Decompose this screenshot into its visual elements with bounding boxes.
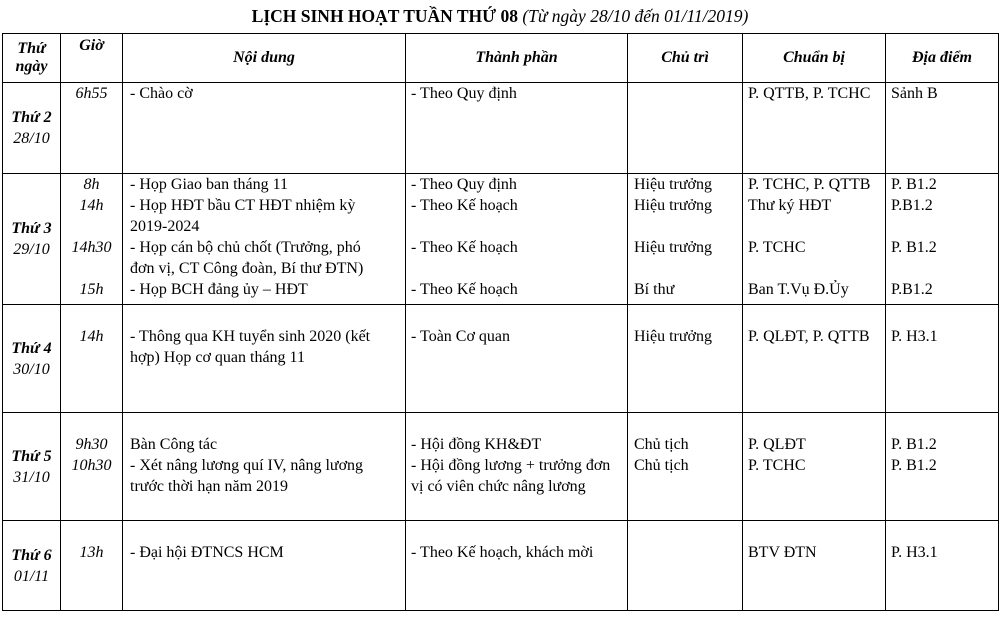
cell-line: hợp) Họp cơ quan tháng 11 <box>130 349 305 366</box>
cell-line: - Chào cờ <box>130 85 193 102</box>
participants-cell <box>406 413 628 521</box>
cell-line: 15h <box>79 281 104 298</box>
host-cell <box>628 521 743 611</box>
cell-line: - Hội đồng lương + trưởng đơn <box>411 457 611 474</box>
cell-line: - Theo Quy định <box>411 176 517 193</box>
table-row <box>3 521 999 611</box>
header-location: Địa điểm <box>886 34 999 83</box>
cell-line: 10h30 <box>71 457 112 474</box>
participants-cell <box>406 305 628 413</box>
cell-line <box>61 413 122 434</box>
cell-line <box>634 305 742 326</box>
cell-line <box>891 258 998 279</box>
content-cell <box>123 413 406 521</box>
day-cell <box>3 413 61 521</box>
day-name: Thứ 2 <box>11 109 52 126</box>
cell-line: 14h30 <box>71 239 112 256</box>
cell-line: Hiệu trưởng <box>634 197 713 214</box>
participants-cell <box>406 83 628 174</box>
cell-line: P.B1.2 <box>891 197 933 214</box>
prepare-cell <box>743 83 886 174</box>
prepare-cell <box>743 174 886 305</box>
cell-line: Bí thư <box>634 281 675 298</box>
location-cell <box>886 305 999 413</box>
cell-line: đơn vị, CT Công đoàn, Bí thư ĐTN) <box>130 260 364 277</box>
table-row <box>3 413 999 521</box>
cell-line: - Đại hội ĐTNCS HCM <box>130 544 284 561</box>
cell-line <box>891 413 998 434</box>
cell-line <box>634 413 742 434</box>
cell-line: P. QLĐT <box>748 436 806 453</box>
cell-line: - Họp Giao ban tháng 11 <box>130 176 289 193</box>
cell-line: - Theo Kế hoạch <box>411 239 518 256</box>
cell-line: 6h55 <box>75 85 108 102</box>
cell-line: trước thời hạn năm 2019 <box>130 478 289 495</box>
location-cell <box>886 174 999 305</box>
cell-line <box>748 305 885 326</box>
cell-line: 14h <box>79 197 104 214</box>
cell-line <box>748 216 885 237</box>
header-prepare: Chuẩn bị <box>743 34 886 83</box>
cell-line: - Theo Kế hoạch <box>411 281 518 298</box>
time-cell <box>61 174 123 305</box>
cell-line: P. B1.2 <box>891 239 937 256</box>
cell-line: Hiệu trưởng <box>634 176 713 193</box>
cell-line: 14h <box>79 328 104 345</box>
cell-line: P. QLĐT, P. QTTB <box>748 328 870 345</box>
cell-line: 8h <box>83 176 100 193</box>
day-date: 31/10 <box>13 468 50 486</box>
cell-line: - Hội đồng KH&ĐT <box>411 436 542 453</box>
cell-line: P. B1.2 <box>891 436 937 453</box>
table-row <box>3 174 999 305</box>
day-date: 29/10 <box>13 241 50 258</box>
page-title <box>0 6 1000 26</box>
prepare-cell <box>743 305 886 413</box>
day-name: Thứ 3 <box>11 220 52 237</box>
header-content: Nội dung <box>123 34 406 83</box>
title-date-range: (Từ ngày 28/10 đến 01/11/2019) <box>522 6 749 26</box>
content-cell <box>123 83 406 174</box>
cell-line: - Họp cán bộ chủ chốt (Trưởng, phó <box>130 239 361 256</box>
cell-line <box>411 413 624 434</box>
cell-line: P. TCHC <box>748 239 806 256</box>
cell-line <box>634 83 742 104</box>
header-day: Thứ ngày <box>3 34 61 83</box>
cell-line <box>61 258 122 279</box>
cell-line <box>634 521 742 542</box>
cell-line <box>748 258 885 279</box>
cell-line <box>891 521 998 542</box>
header-time: Giờ <box>61 34 123 83</box>
table-row <box>3 83 999 174</box>
cell-line: P. B1.2 <box>891 176 937 193</box>
cell-line: Thư ký HĐT <box>748 197 832 214</box>
day-date: 30/10 <box>13 360 50 378</box>
day-cell <box>3 83 61 174</box>
day-date: 01/11 <box>13 567 50 585</box>
day-cell <box>3 174 61 305</box>
schedule-table <box>2 33 999 611</box>
time-cell <box>61 83 123 174</box>
cell-line <box>411 305 624 326</box>
header-participants: Thành phần <box>406 34 628 83</box>
cell-line: - Họp HĐT bầu CT HĐT nhiệm kỳ <box>130 197 356 214</box>
cell-line: - Thông qua KH tuyển sinh 2020 (kết <box>130 328 371 345</box>
cell-line: P.B1.2 <box>891 281 933 298</box>
cell-line: P. B1.2 <box>891 457 937 474</box>
location-cell <box>886 413 999 521</box>
cell-line: P. H3.1 <box>891 544 938 561</box>
day-name: Thứ 6 <box>11 546 52 564</box>
host-cell <box>628 83 743 174</box>
cell-line: P. TCHC <box>748 457 806 474</box>
time-cell <box>61 305 123 413</box>
cell-line <box>130 521 402 542</box>
cell-line <box>634 216 742 237</box>
cell-line <box>130 413 402 434</box>
cell-line: - Theo Quy định <box>411 85 517 102</box>
host-cell <box>628 413 743 521</box>
cell-line <box>748 521 885 542</box>
cell-line: P. QTTB, P. TCHC <box>748 85 871 102</box>
cell-line <box>130 305 402 326</box>
cell-line <box>748 413 885 434</box>
cell-line: - Xét nâng lương quí IV, nâng lương <box>130 457 364 474</box>
cell-line <box>411 258 624 279</box>
cell-line: P. H3.1 <box>891 328 938 345</box>
day-name: Thứ 4 <box>11 339 52 357</box>
title-main: LỊCH SINH HOẠT TUẦN THỨ 08 <box>251 6 518 26</box>
cell-line <box>634 258 742 279</box>
cell-line <box>61 216 122 237</box>
cell-line: Bàn Công tác <box>130 436 218 453</box>
header-row <box>3 34 999 83</box>
header-host: Chủ trì <box>628 34 743 83</box>
cell-line: Chủ tịch <box>634 457 689 474</box>
day-date: 28/10 <box>13 130 50 147</box>
cell-line: vị có viên chức nâng lương <box>411 478 586 495</box>
cell-line <box>411 521 624 542</box>
content-cell <box>123 521 406 611</box>
cell-line: - Theo Kế hoạch, khách mời <box>411 544 594 561</box>
cell-line: Sảnh B <box>891 85 938 102</box>
cell-line: 13h <box>79 544 104 561</box>
cell-line <box>891 305 998 326</box>
time-cell <box>61 521 123 611</box>
cell-line <box>61 521 122 542</box>
time-cell <box>61 413 123 521</box>
location-cell <box>886 83 999 174</box>
prepare-cell <box>743 413 886 521</box>
cell-line: BTV ĐTN <box>748 544 817 561</box>
cell-line: - Theo Kế hoạch <box>411 197 518 214</box>
content-cell <box>123 305 406 413</box>
day-cell <box>3 521 61 611</box>
cell-line: - Họp BCH đảng ủy – HĐT <box>130 281 308 298</box>
prepare-cell <box>743 521 886 611</box>
cell-line: - Toàn Cơ quan <box>411 328 511 345</box>
day-cell <box>3 305 61 413</box>
day-name: Thứ 5 <box>11 447 52 465</box>
cell-line <box>411 216 624 237</box>
cell-line: P. TCHC, P. QTTB <box>748 176 871 193</box>
cell-line: 2019-2024 <box>130 218 200 235</box>
content-cell <box>123 174 406 305</box>
host-cell <box>628 305 743 413</box>
participants-cell <box>406 174 628 305</box>
location-cell <box>886 521 999 611</box>
cell-line <box>891 216 998 237</box>
table-row <box>3 305 999 413</box>
participants-cell <box>406 521 628 611</box>
host-cell <box>628 174 743 305</box>
cell-line: 9h30 <box>75 436 108 453</box>
cell-line: Ban T.Vụ Đ.Ủy <box>748 281 849 298</box>
cell-line: Hiệu trưởng <box>634 239 713 256</box>
cell-line: Hiệu trưởng <box>634 328 713 345</box>
cell-line: Chủ tịch <box>634 436 689 453</box>
cell-line <box>61 305 122 326</box>
